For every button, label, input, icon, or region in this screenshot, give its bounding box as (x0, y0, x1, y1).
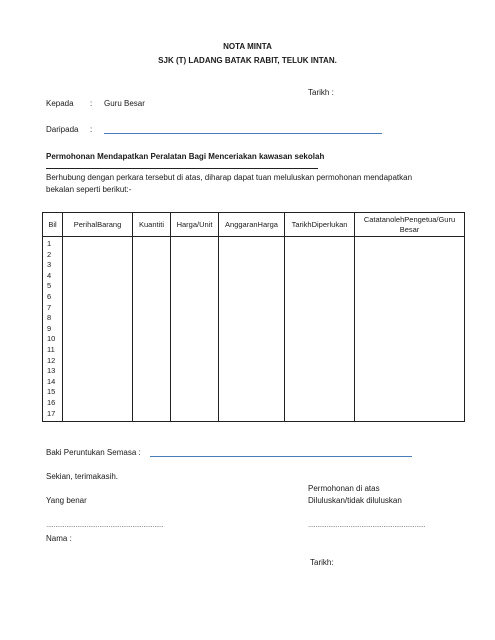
body-text-line-1: Berhubung dengan perkara tersebut di atas, diharap dapat tuan meluluskan permohonan mendapatkan (46, 173, 413, 182)
col-header-bil: Bil (43, 213, 63, 237)
row-number-column (43, 237, 63, 422)
col-header-tarikh-diperlukan: TarikhDiperlukan (285, 213, 355, 237)
school-name: SJK (T) LADANG BATAK RABIT, TELUK INTAN. (158, 56, 337, 65)
perihal-barang-cell[interactable] (63, 237, 133, 422)
daripada-fill-line[interactable] (104, 133, 382, 134)
col-header-catatan: CatatanolehPengetua/Guru Besar (355, 213, 465, 237)
table-header-row (43, 213, 465, 237)
row-number: 13 (47, 366, 56, 376)
nama-label: Nama : (46, 534, 72, 543)
signature-dots-left[interactable]: ………………………………………………………. (46, 523, 163, 529)
row-number: 2 (47, 249, 52, 259)
row-number: 1 (47, 239, 52, 248)
row-number: 7 (47, 302, 52, 312)
row-number: 14 (47, 376, 56, 386)
baki-label: Baki Peruntukan Semasa : (46, 448, 141, 457)
row-number: 4 (47, 270, 52, 280)
catatan-cell[interactable] (355, 237, 465, 422)
row-number: 5 (47, 281, 52, 291)
daripada-colon: : (90, 125, 93, 134)
kepada-colon: : (90, 99, 93, 108)
row-number: 16 (47, 397, 56, 407)
tarikh-diperlukan-cell[interactable] (285, 237, 355, 422)
closing-text: Sekian, terimakasih. (46, 472, 119, 481)
table-body-row (43, 237, 465, 422)
subject-underline (46, 168, 318, 169)
row-number: 12 (47, 355, 56, 365)
baki-fill-line[interactable] (150, 456, 412, 457)
row-number: 3 (47, 260, 52, 270)
row-number: 8 (47, 313, 52, 323)
row-number: 6 (47, 291, 52, 301)
row-number: 9 (47, 323, 52, 333)
col-header-harga-unit: Harga/Unit (171, 213, 219, 237)
body-text-line-2: bekalan seperti berikut:- (46, 185, 132, 194)
row-number: 15 (47, 387, 56, 397)
document-title: NOTA MINTA (223, 42, 272, 51)
kepada-label: Kepada (46, 99, 74, 108)
kepada-value: Guru Besar (104, 99, 145, 108)
row-number: 10 (47, 334, 56, 344)
daripada-label: Daripada (46, 125, 79, 134)
subject-line: Permohonan Mendapatkan Peralatan Bagi Menceriakan kawasan sekolah (46, 152, 325, 161)
col-header-kuantiti: Kuantiti (133, 213, 171, 237)
signature-dots-right[interactable]: ………………………………………………………. (308, 523, 425, 529)
approval-line-1: Permohonan di atas (308, 484, 380, 493)
anggaran-harga-cell[interactable] (219, 237, 285, 422)
yang-benar: Yang benar (46, 496, 87, 505)
kuantiti-cell[interactable] (133, 237, 171, 422)
approval-line-2: Diluluskan/tidak diluluskan (308, 496, 402, 505)
date-label: Tarikh : (308, 88, 334, 97)
tarikh-bottom-label: Tarikh: (310, 558, 334, 567)
col-header-anggaran-harga: AnggaranHarga (219, 213, 285, 237)
harga-unit-cell[interactable] (171, 237, 219, 422)
row-number: 17 (47, 408, 56, 418)
col-header-perihal-barang: PerihalBarang (63, 213, 133, 237)
row-number: 11 (47, 344, 55, 354)
request-table (42, 212, 465, 422)
